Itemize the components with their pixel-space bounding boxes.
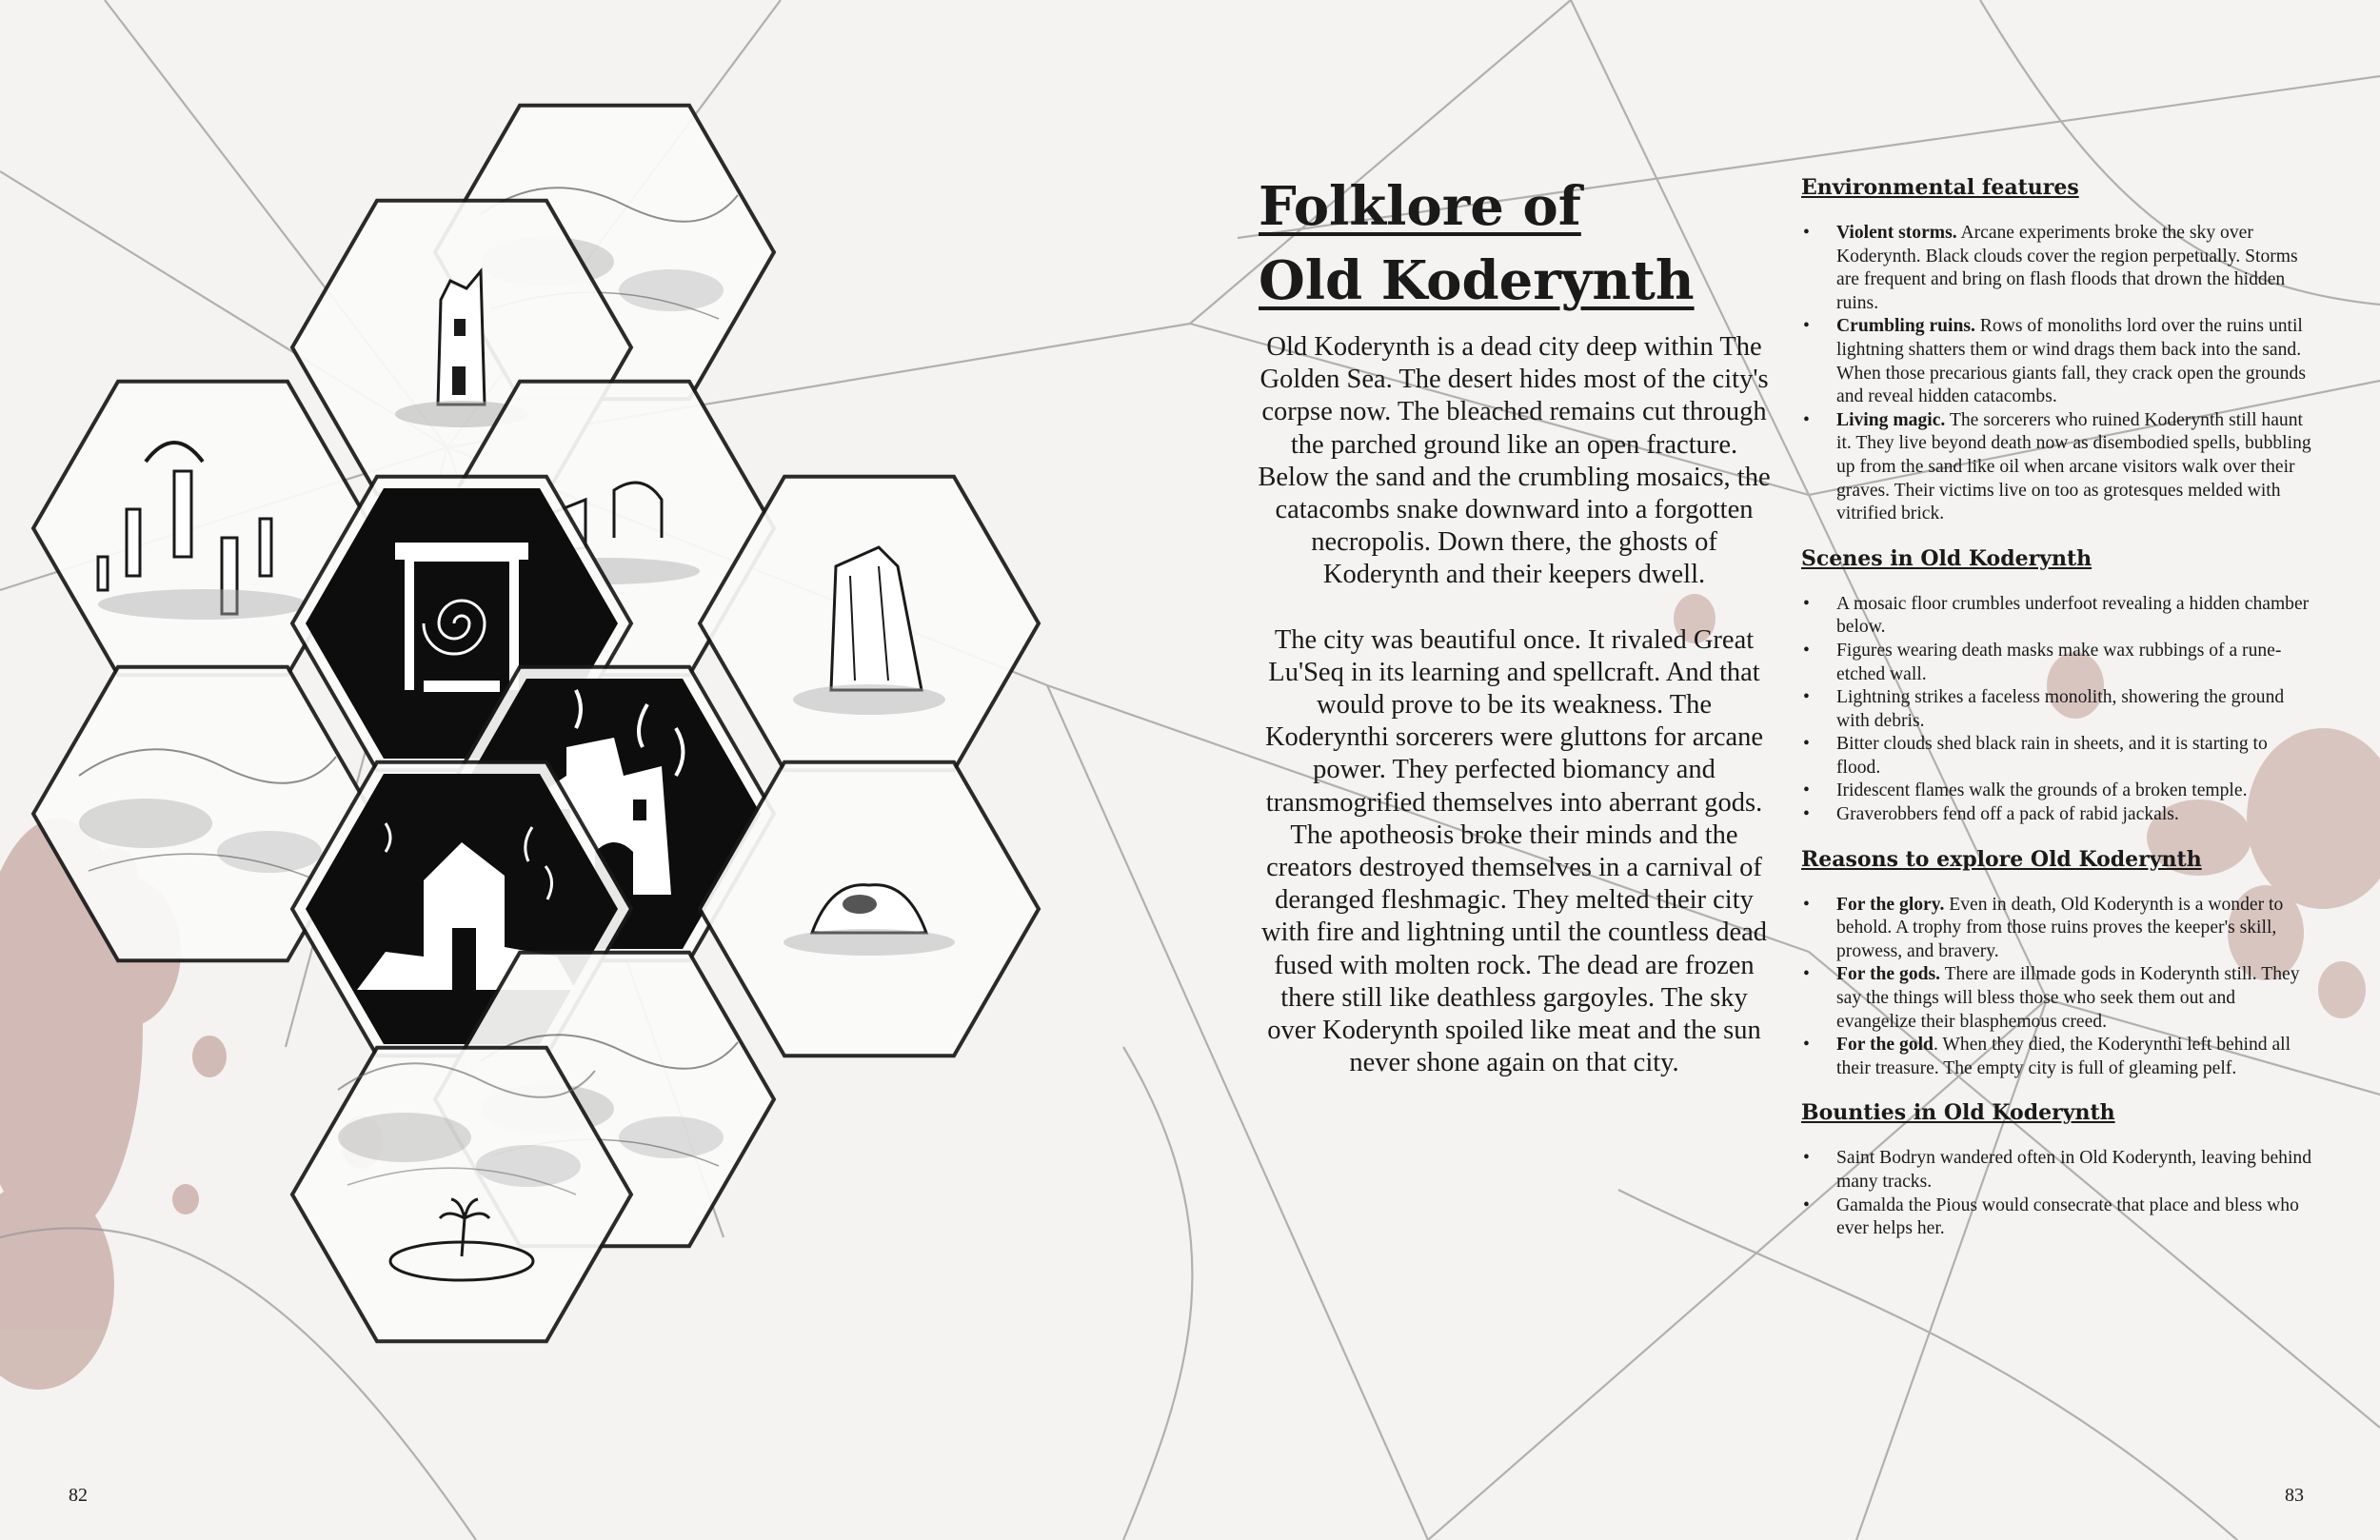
list-item: • Living magic. The sorcerers who ruined Koderynth still haunt it. They live beyond death now as disembodied spells, bubbling up from the sand like oil when arcane visitors walk over their graves. Their victims live on too as grotesques melded with vitrified brick. xyxy=(1801,409,2315,526)
section-environmental-features xyxy=(1801,174,2315,526)
page-number-left: 82 xyxy=(69,1485,88,1506)
page-number-right: 83 xyxy=(2285,1485,2304,1506)
list-item: • Lightning strikes a faceless monolith, showering the ground with debris. xyxy=(1801,686,2315,733)
section-scenes xyxy=(1801,545,2315,827)
list-item: • Violent storms. Arcane experiments broke the sky over Koderynth. Black clouds cover the region perpetually. Storms are frequent and bring on flash floods that drown the hidden ruins. xyxy=(1801,222,2315,315)
list-item: • Gamalda the Pious would consecrate that place and bless who ever helps her. xyxy=(1801,1194,2315,1241)
bullet-list xyxy=(1801,1147,2315,1240)
bullet-list xyxy=(1801,894,2315,1081)
section-title: Scenes in Old Koderynth xyxy=(1801,545,2092,571)
title-line-2: Old Koderynth xyxy=(1259,249,1695,312)
section-title: Environmental features xyxy=(1801,175,2079,200)
right-column xyxy=(1801,174,2315,1260)
intro-paragraph: The city was beautiful once. It rivaled Great Lu'Seq in its learning and spellcraft. And that would prove to be its weakness. The Koderynthi sorcerers were gluttons for arcane power. They perfected biomancy and transmogrified themselves into aberrant gods. xyxy=(1264,624,1764,818)
section-title: Reasons to explore Old Koderynth xyxy=(1801,846,2202,872)
bullet-list xyxy=(1801,593,2315,827)
list-item: • Saint Bodryn wandered often in Old Koderynth, leaving behind many tracks. xyxy=(1801,1147,2315,1194)
section-reasons xyxy=(1801,846,2315,1081)
list-item: • For the gold. When they died, the Koderynthi left behind all their treasure. The empty city is full of gleaming pelf. xyxy=(1801,1034,2315,1080)
list-item: • For the gods. There are illmade gods in Koderynth still. They say the things will bless those who seek them out and evangelize their blasphemous creed. xyxy=(1801,963,2315,1034)
intro-paragraph: The apotheosis broke their minds and the creators destroyed themselves in a carnival of deranged fleshmagic. They melted their city with fire and lightning until the countless dead fused with molten rock. The dead are frozen there still like deathless gargoyles. The sky over Koderynth spoiled like meat and the sun never shone again on that city. xyxy=(1260,819,1768,1078)
title-line-1: Folklore of xyxy=(1259,175,1581,238)
list-item: • A mosaic floor crumbles underfoot revealing a hidden chamber below. xyxy=(1801,593,2315,640)
list-item: • For the glory. Even in death, Old Koderynth is a wonder to behold. A trophy from those ruins proves the keeper's skill, prowess, and bravery. xyxy=(1801,894,2315,964)
intro-text xyxy=(1255,331,1774,1079)
list-item: • Bitter clouds shed black rain in sheets, and it is starting to flood. xyxy=(1801,733,2315,780)
list-item: • Figures wearing death masks make wax rubbings of a rune-etched wall. xyxy=(1801,640,2315,686)
intro-paragraph: Old Koderynth is a dead city deep within The Golden Sea. The desert hides most of the city's corpse now. The bleached remains cut through the parched ground like an open fracture. Below the sand and the crumbling mosaics, the catacombs snake downward into a forgotten necropolis. Down there, the ghosts of Koderynth and their keepers dwell. xyxy=(1258,332,1771,590)
list-item: • Crumbling ruins. Rows of monoliths lord over the ruins until lightning shatters them or wind drags them back into the sand. When those precarious giants fall, they crack open the grounds and reveal hidden catacombs. xyxy=(1801,315,2315,408)
section-title: Bounties in Old Koderynth xyxy=(1801,1100,2115,1126)
list-item: • Graverobbers fend off a pack of rabid jackals. xyxy=(1801,803,2315,827)
page-title xyxy=(1259,169,1754,318)
list-item: • Iridescent flames walk the grounds of a broken temple. xyxy=(1801,780,2315,803)
bullet-list xyxy=(1801,222,2315,526)
section-bounties xyxy=(1801,1099,2315,1240)
